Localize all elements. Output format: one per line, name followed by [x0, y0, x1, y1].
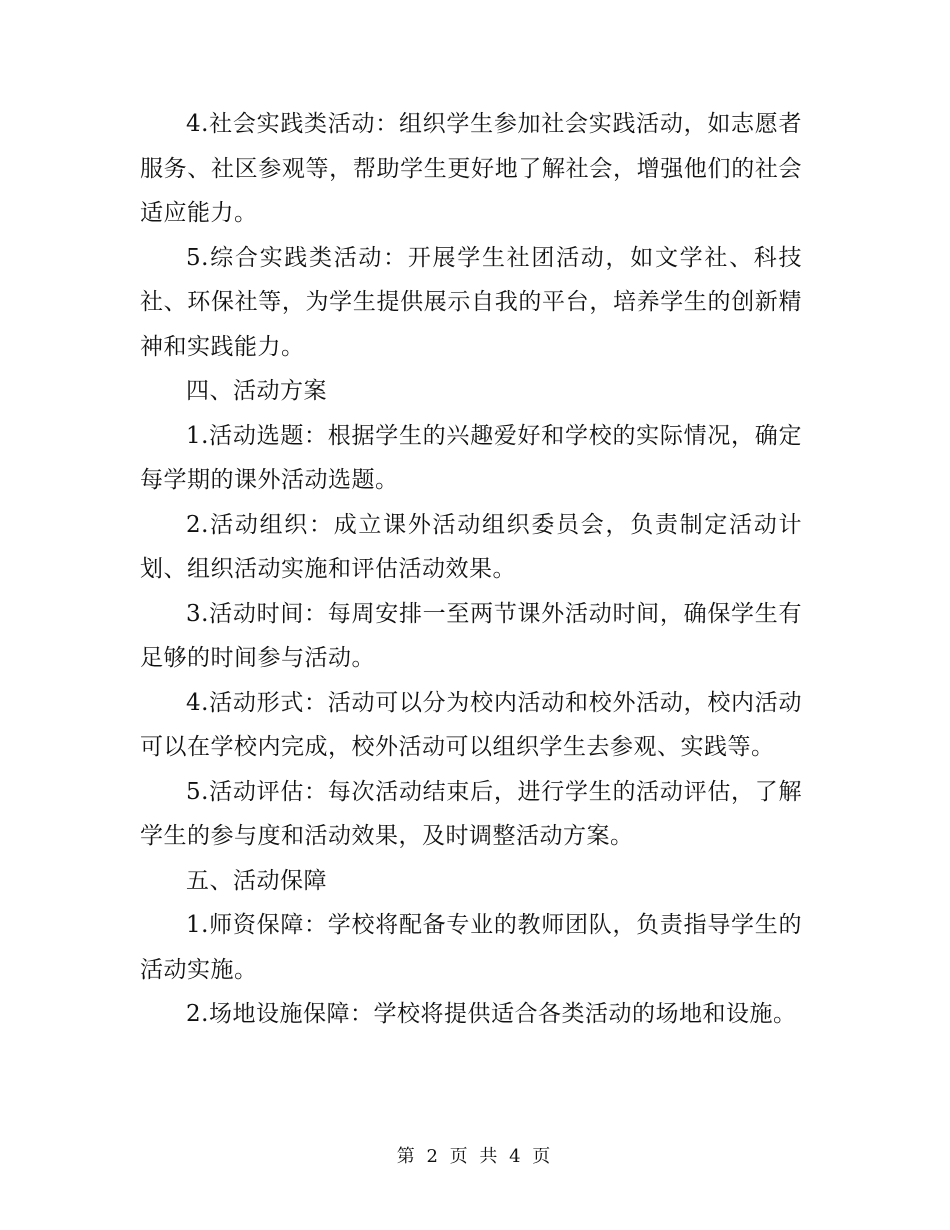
- page-number-footer: 第 2 页 共 4 页: [396, 1146, 554, 1167]
- paragraph-facility-support: 2.场地设施保障：学校将提供适合各类活动的场地和设施。: [186, 1001, 797, 1027]
- paragraph-evaluation: 5.活动评估：每次活动结束后，进行学生的活动评估，了解学生的参与度和活动效果，及时调整活动方案。: [140, 778, 802, 849]
- paragraph-topic-selection: 1.活动选题：根据学生的兴趣爱好和学校的实际情况，确定每学期的课外活动选题。: [140, 422, 802, 493]
- section-heading-activity-support: 五、活动保障: [186, 867, 327, 894]
- document-body: [140, 102, 802, 1037]
- paragraph-format: 4.活动形式：活动可以分为校内活动和校外活动，校内活动可以在学校内完成，校外活动可以组织学生去参观、实践等。: [140, 689, 802, 760]
- paragraph-comprehensive-practice: 5.综合实践类活动：开展学生社团活动，如文学社、科技社、环保社等，为学生提供展示自我的平台，培养学生的创新精神和实践能力。: [140, 244, 802, 360]
- section-heading-activity-plan: 四、活动方案: [186, 378, 327, 404]
- paragraph-teacher-support: 1.师资保障：学校将配备专业的教师团队，负责指导学生的活动实施。: [140, 912, 802, 983]
- paragraph-organization: 2.活动组织：成立课外活动组织委员会，负责制定活动计划、组织活动实施和评估活动效果。: [140, 511, 802, 582]
- paragraph-social-practice: 4.社会实践类活动：组织学生参加社会实践活动，如志愿者服务、社区参观等，帮助学生更好地了解社会，增强他们的社会适应能力。: [140, 111, 802, 226]
- paragraph-schedule: 3.活动时间：每周安排一至两节课外活动时间，确保学生有足够的时间参与活动。: [140, 600, 802, 671]
